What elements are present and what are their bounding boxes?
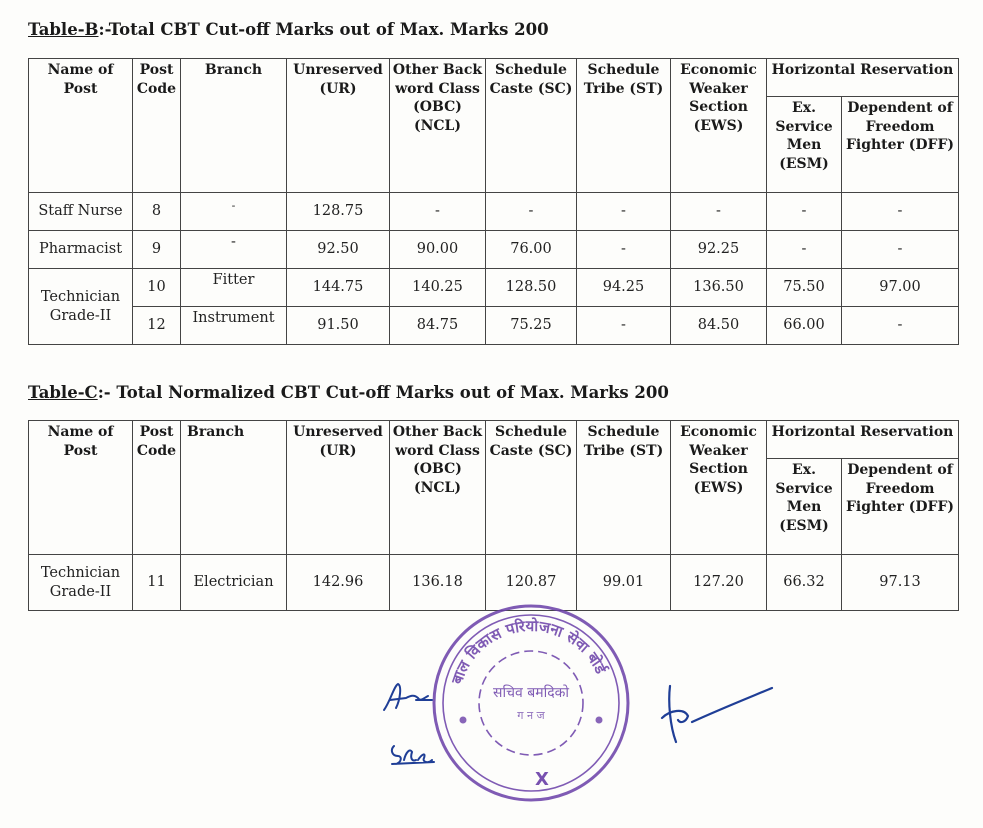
header-ews: Economic Weaker Section (EWS) (671, 421, 767, 555)
table-b (28, 58, 959, 345)
header-ews: Economic Weaker Section (EWS) (671, 59, 767, 193)
header-horizontal-reservation: Horizontal Reservation (767, 421, 959, 459)
table-row (29, 231, 959, 269)
cell-ews: 92.25 (671, 231, 767, 269)
header-horizontal-reservation: Horizontal Reservation (767, 59, 959, 97)
cell-obc: 136.18 (390, 555, 486, 611)
cell-dff: - (842, 193, 959, 231)
cell-esm: 66.00 (767, 307, 842, 345)
header-name-of-post: Name of Post (29, 421, 133, 555)
cell-branch: Electrician (181, 555, 287, 611)
cell-name: Pharmacist (29, 231, 133, 269)
seal-center-subtext: ग न ज (517, 709, 545, 722)
header-post-code: Post Code (133, 59, 181, 193)
cell-branch: - (181, 231, 287, 269)
table-b-title-label: Table-B (28, 20, 99, 39)
table-row (29, 307, 959, 345)
header-ur: Unreserved (UR) (287, 59, 390, 193)
table-c-title-text: :- Total Normalized CBT Cut-off Marks out of Max. Marks 200 (97, 383, 669, 402)
cell-code: 11 (133, 555, 181, 611)
header-branch: Branch (181, 421, 287, 555)
cell-ur: 128.75 (287, 193, 390, 231)
table-header-row (29, 421, 959, 459)
header-dff: Dependent of Freedom Fighter (DFF) (842, 459, 959, 555)
cell-esm: 75.50 (767, 269, 842, 307)
signature-initials-1 (380, 680, 436, 716)
cell-dff: 97.13 (842, 555, 959, 611)
cell-obc: 140.25 (390, 269, 486, 307)
header-dff: Dependent of Freedom Fighter (DFF) (842, 97, 959, 193)
table-row (29, 193, 959, 231)
cell-esm: - (767, 193, 842, 231)
cell-dff: - (842, 231, 959, 269)
table-b-title-text: :-Total CBT Cut-off Marks out of Max. Marks 200 (98, 20, 549, 39)
cell-esm: 66.32 (767, 555, 842, 611)
cell-name: Technician Grade-II (29, 555, 133, 611)
seal-center-text: सचिव बमदिको (492, 685, 570, 701)
cell-ur: 92.50 (287, 231, 390, 269)
header-st: Schedule Tribe (ST) (577, 59, 671, 193)
table-header-row (29, 59, 959, 97)
cell-branch: Fitter (181, 269, 287, 307)
cell-obc: - (390, 193, 486, 231)
cell-code: 10 (133, 269, 181, 307)
seal-bottom-mark: X (535, 769, 549, 790)
cell-branch: Instrument (181, 307, 287, 345)
header-esm: Ex. Service Men (ESM) (767, 459, 842, 555)
cell-ews: 136.50 (671, 269, 767, 307)
cell-code: 12 (133, 307, 181, 345)
cell-esm: - (767, 231, 842, 269)
cell-code: 9 (133, 231, 181, 269)
cell-sc: 76.00 (486, 231, 577, 269)
cell-sc: - (486, 193, 577, 231)
table-c (28, 420, 959, 611)
seal-ring-text: बाल विकास परियोजना सेवा बोर्ड (447, 616, 610, 687)
header-obc: Other Back word Class (OBC) (NCL) (390, 421, 486, 555)
cell-st: 99.01 (577, 555, 671, 611)
office-seal-stamp (430, 602, 632, 804)
cell-name: Technician Grade-II (29, 269, 133, 345)
cell-ur: 91.50 (287, 307, 390, 345)
cell-branch: - (181, 193, 287, 231)
header-esm: Ex. Service Men (ESM) (767, 97, 842, 193)
cell-ur: 144.75 (287, 269, 390, 307)
header-sc: Schedule Caste (SC) (486, 59, 577, 193)
cell-st: 94.25 (577, 269, 671, 307)
cell-obc: 84.75 (390, 307, 486, 345)
header-post-code: Post Code (133, 421, 181, 555)
table-c-title-label: Table-C (28, 383, 98, 402)
signature-main (648, 678, 776, 750)
table-c-title (28, 383, 669, 402)
cell-dff: - (842, 307, 959, 345)
cell-st: - (577, 231, 671, 269)
cell-name: Staff Nurse (29, 193, 133, 231)
header-name-of-post: Name of Post (29, 59, 133, 193)
cell-dff: 97.00 (842, 269, 959, 307)
cell-code: 8 (133, 193, 181, 231)
header-branch: Branch (181, 59, 287, 193)
cell-obc: 90.00 (390, 231, 486, 269)
header-ur: Unreserved (UR) (287, 421, 390, 555)
cell-sc: 120.87 (486, 555, 577, 611)
cell-sc: 128.50 (486, 269, 577, 307)
table-row (29, 269, 959, 307)
header-sc: Schedule Caste (SC) (486, 421, 577, 555)
header-st: Schedule Tribe (ST) (577, 421, 671, 555)
cell-ur: 142.96 (287, 555, 390, 611)
cell-st: - (577, 193, 671, 231)
table-b-title (28, 20, 549, 39)
cell-sc: 75.25 (486, 307, 577, 345)
signature-initials-2 (388, 738, 438, 768)
header-obc: Other Back word Class (OBC) (NCL) (390, 59, 486, 193)
cell-st: - (577, 307, 671, 345)
cell-ews: - (671, 193, 767, 231)
cell-ews: 84.50 (671, 307, 767, 345)
cell-ews: 127.20 (671, 555, 767, 611)
